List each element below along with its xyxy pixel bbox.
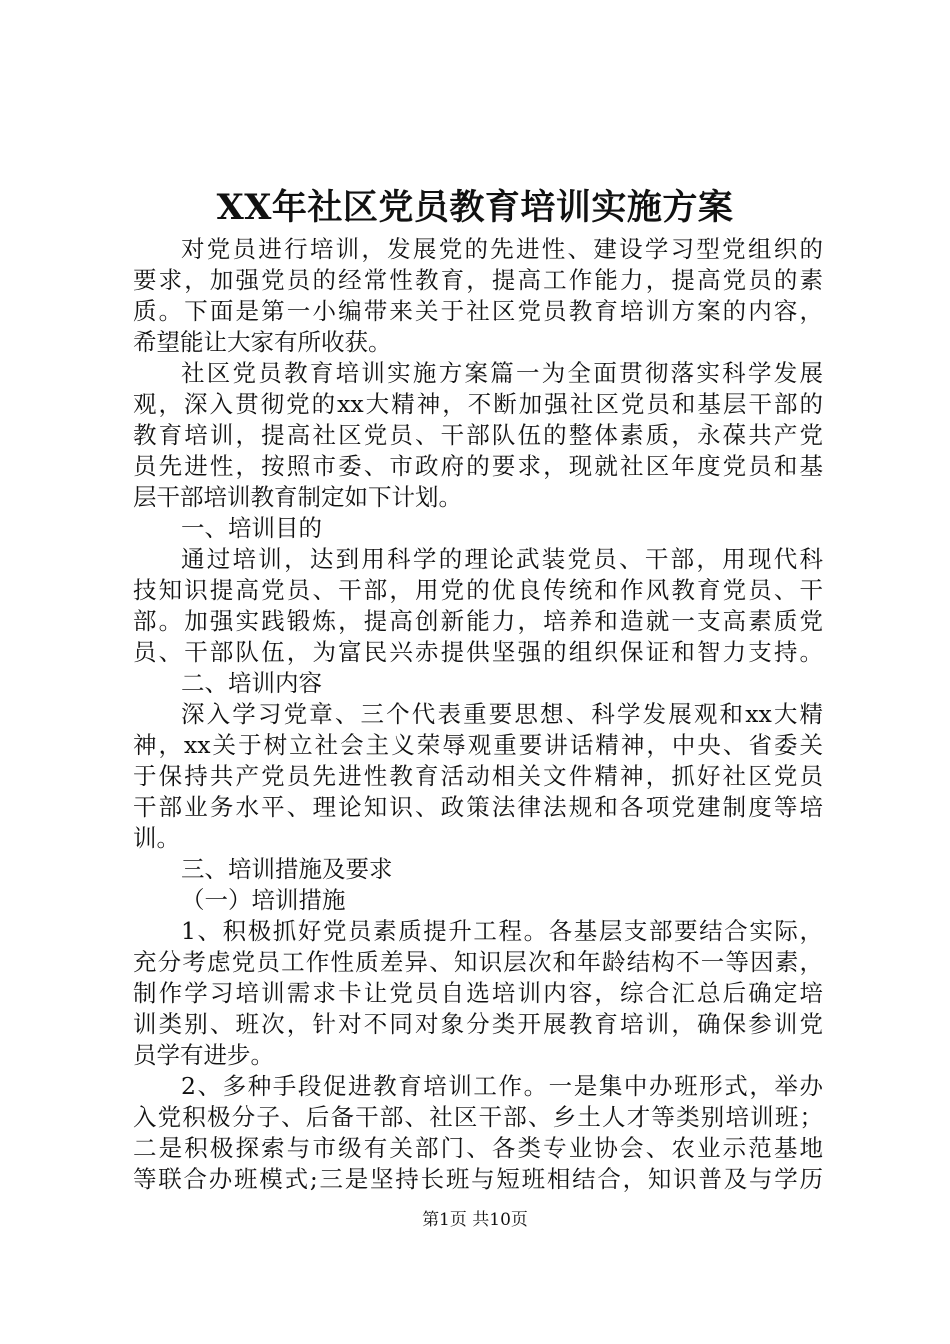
text-line: 社区党员教育培训实施方案篇一为全面贯彻落实科学发展: [181, 359, 823, 387]
page-footer: 第1页 共10页: [422, 1210, 528, 1230]
text-line: 一、培训目的: [181, 514, 322, 542]
text-line: 层干部培训教育制定如下计划。: [133, 483, 462, 511]
text-line: 二是积极探索与市级有关部门、各类专业协会、农业示范基地: [133, 1134, 823, 1162]
text-line: 训类别、班次，针对不同对象分类开展教育培训，确保参训党: [133, 1010, 823, 1038]
text-line: 质。下面是第一小编带来关于社区党员教育培训方案的内容，: [133, 297, 823, 325]
text-line: 入党积极分子、后备干部、社区干部、乡土人才等类别培训班；: [133, 1103, 823, 1131]
text-line: 2、多种手段促进教育培训工作。一是集中办班形式，举办: [181, 1072, 823, 1100]
text-line: 通过培训，达到用科学的理论武装党员、干部，用现代科: [181, 545, 823, 573]
document-body: [133, 234, 823, 1195]
document-title: XX年社区党员教育培训实施方案: [216, 187, 734, 228]
text-line: 员、干部队伍，为富民兴赤提供坚强的组织保证和智力支持。: [133, 638, 823, 666]
text-line: 深入学习党章、三个代表重要思想、科学发展观和xx大精: [181, 700, 823, 728]
text-line: 教育培训，提高社区党员、干部队伍的整体素质，永葆共产党: [133, 421, 823, 449]
text-line: 员学有进步。: [133, 1041, 274, 1069]
text-line: 制作学习培训需求卡让党员自选培训内容，综合汇总后确定培: [133, 979, 823, 1007]
text-line: 神，xx关于树立社会主义荣辱观重要讲话精神，中央、省委关: [133, 731, 823, 759]
text-line: 于保持共产党员先进性教育活动相关文件精神，抓好社区党员: [133, 762, 823, 790]
text-line: 部。加强实践锻炼，提高创新能力，培养和造就一支高素质党: [133, 607, 823, 635]
text-line: 充分考虑党员工作性质差异、知识层次和年龄结构不一等因素，: [133, 948, 823, 976]
text-line: （一）培训措施: [181, 886, 346, 914]
text-line: 要求，加强党员的经常性教育，提高工作能力，提高党员的素: [133, 266, 823, 294]
text-line: 训。: [133, 824, 180, 852]
text-line: 干部业务水平、理论知识、政策法律法规和各项党建制度等培: [133, 793, 823, 821]
text-line: 员先进性，按照市委、市政府的要求，现就社区年度党员和基: [133, 452, 823, 480]
text-line: 二、培训内容: [181, 669, 322, 697]
text-line: 对党员进行培训，发展党的先进性、建设学习型党组织的: [181, 235, 823, 263]
text-line: 观，深入贯彻党的xx大精神，不断加强社区党员和基层干部的: [133, 390, 823, 418]
text-line: 三、培训措施及要求: [181, 855, 393, 883]
text-line: 等联合办班模式;三是坚持长班与短班相结合，知识普及与学历: [133, 1165, 823, 1193]
text-line: 技知识提高党员、干部，用党的优良传统和作风教育党员、干: [133, 576, 823, 604]
text-line: 1、积极抓好党员素质提升工程。各基层支部要结合实际，: [181, 917, 823, 945]
text-line: 希望能让大家有所收获。: [133, 328, 392, 356]
